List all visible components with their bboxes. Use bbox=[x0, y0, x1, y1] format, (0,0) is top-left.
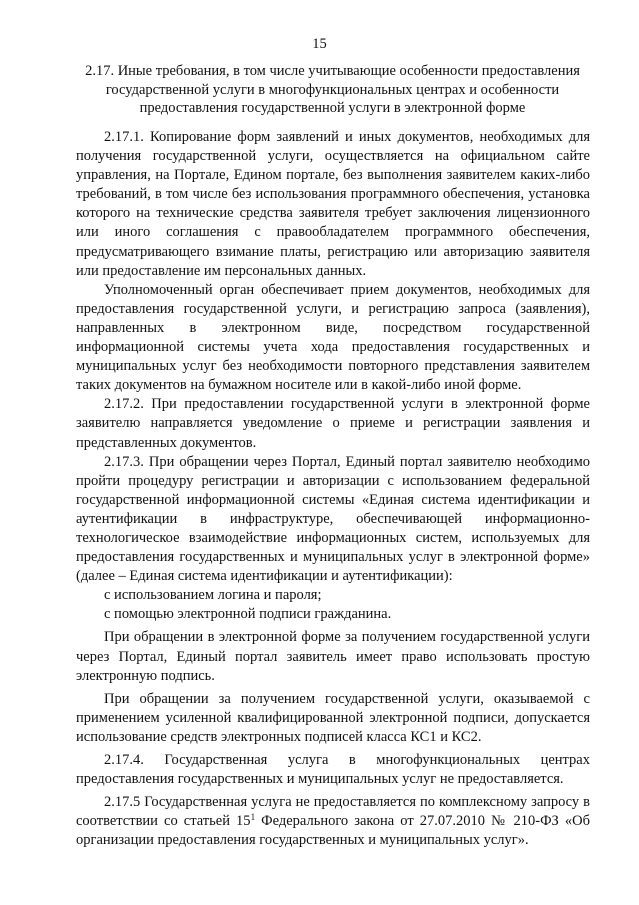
page-number: 15 bbox=[312, 36, 327, 52]
paragraph-authorized-body: Уполномоченный орган обеспечивает прием документов, необходимых для предоставления государственной услуги, и регистрацию запроса (заявления), направленных в электронном виде, посредством государственной информационной системы учета хода предоставления государственных и муниципальных услуг без необходимости повторного представления заявителем таких документов на бумажном носителе или в какой-либо иной форме. bbox=[76, 281, 590, 394]
document-body bbox=[76, 128, 590, 850]
paragraph-2-17-1: 2.17.1. Копирование форм заявлений и иных документов, необходимых для получения государственной услуги, осуществляется на официальном сайте управления, на Портале, Едином портале, без выполнения заявителем каких-либо требований, в том числе без использования программного обеспечения, установка которого на технические средства заявителя требует заключения лицензионного или иного соглашения с правообладателем программного обеспечения, предусматривающего взимание платы, регистрацию или авторизацию заявителя или предоставление им персональных данных. bbox=[76, 129, 590, 279]
paragraph-2-17-3: 2.17.3. При обращении через Портал, Единый портал заявителю необходимо пройти процедуру регистрации и авторизации с использованием федеральной государственной информационной системы «Единая система идентификации и аутентификации в инфраструктуре, обеспечивающей информационно-технологическое взаимодействие информационных систем, используемых для предоставления государственных и муниципальных услуг в электронной форме» (далее – Единая система идентификации и аутентификации): bbox=[76, 453, 590, 585]
paragraph-2-17-5-start: 2.17.5 Государственная услуга не предоставляется по комплексному запросу в соответствии со статьей 15 bbox=[76, 794, 590, 830]
paragraph-2-17-2: 2.17.2. При предоставлении государственной услуги в электронной форме заявителю направляется уведомление о приеме и регистрации заявления и представленных документов. bbox=[76, 396, 590, 451]
paragraph-simple-signature: При обращении в электронной форме за получением государственной услуги через Портал, Единый портал заявитель имеет право использовать простую электронную подпись. bbox=[76, 629, 590, 684]
paragraph-qualified-signature: При обращении за получением государственной услуги, оказываемой с применением усиленной квалифицированной электронной подписи, допускается использование средств электронных подписей класса КС1 и КС2. bbox=[76, 690, 590, 745]
list-item-signature: с помощью электронной подписи гражданина. bbox=[104, 606, 392, 623]
list-item-login: с использованием логина и пароля; bbox=[104, 587, 322, 604]
paragraph-2-17-4: 2.17.4. Государственная услуга в многофункциональных центрах предоставления государственных и муниципальных услуг не предоставляется. bbox=[76, 752, 590, 788]
section-heading: 2.17. Иные требования, в том числе учитывающие особенности предоставления государственной услуги в многофункциональных центрах и особенности предоставления государственной услуги в электронной форме bbox=[85, 63, 580, 116]
paragraph-2-17-5-end: Федерального закона от 27.07.2010 № 210-ФЗ «Об организации предоставления государственных и муниципальных услуг». bbox=[76, 813, 590, 849]
paragraph-2-17-5 bbox=[76, 793, 590, 850]
superscript-article: 1 bbox=[250, 812, 256, 823]
